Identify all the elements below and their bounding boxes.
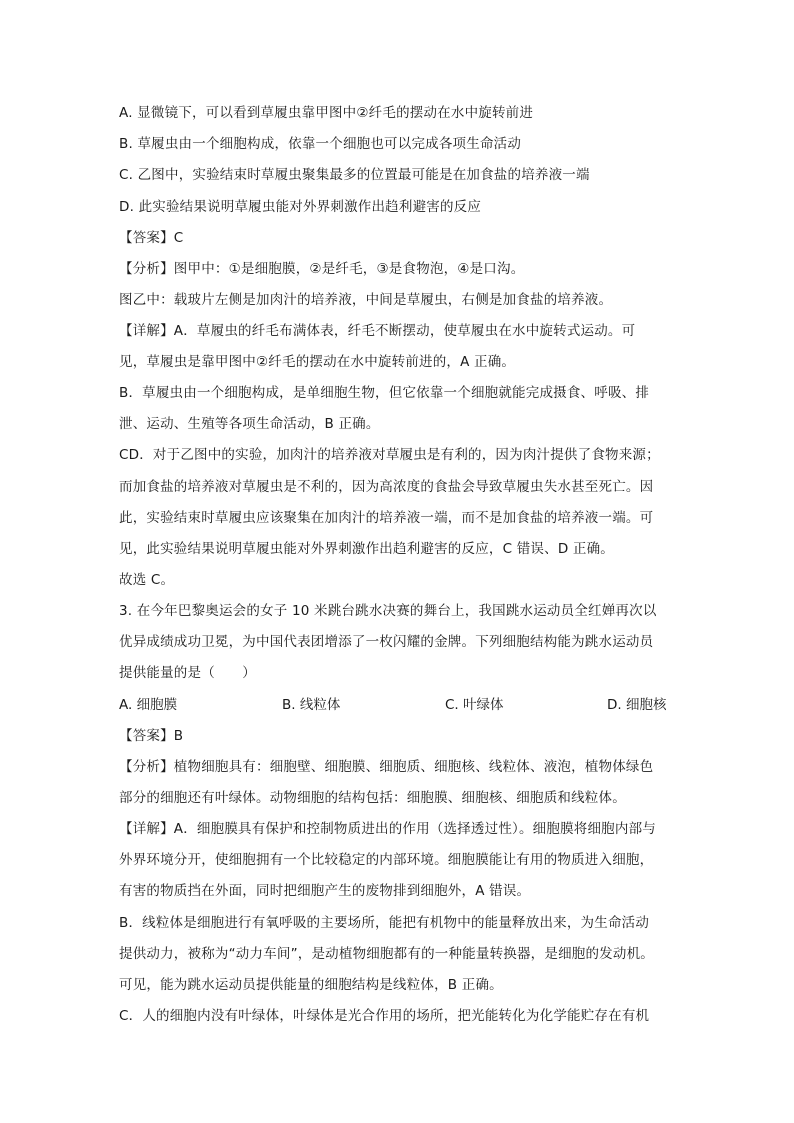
- q3-detail-line: C．人的细胞内没有叶绿体，叶绿体是光合作用的场所，把光能转化为化学能贮存在有机: [119, 1008, 650, 1024]
- q2-option-c: C. 乙图中，实验结束时草履虫聚集最多的位置最可能是在加食盐的培养液一端: [119, 167, 590, 183]
- q2-detail-line: B．草履虫由一个细胞构成，是单细胞生物，但它依靠一个细胞就能完成摄食、呼吸、排: [119, 385, 650, 401]
- q2-conclusion: 故选 C。: [119, 572, 175, 588]
- q3-detail-line: B．线粒体是细胞进行有氧呼吸的主要场所，能把有机物中的能量释放出来，为生命活动: [119, 915, 650, 931]
- q2-detail-line: 见，此实验结果说明草履虫能对外界刺激作出趋利避害的反应，C 错误、D 正确。: [119, 541, 615, 557]
- q2-detail-line: 见，草履虫是靠甲图中②纤毛的摆动在水中旋转前进的，A 正确。: [119, 354, 516, 370]
- q3-detail-line: 有害的物质挡在外面，同时把细胞产生的废物排到细胞外，A 错误。: [119, 883, 531, 899]
- q2-option-d: D. 此实验结果说明草履虫能对外界刺激作出趋利避害的反应: [119, 199, 482, 215]
- q3-stem-line: 提供能量的是（ ）: [119, 665, 256, 681]
- q3-option-c: C. 叶绿体: [445, 697, 504, 713]
- q2-detail-line: CD．对于乙图中的实验，加肉汁的培养液对草履虫是有利的，因为肉汁提供了食物来源；: [119, 447, 660, 463]
- q3-option-b: B. 线粒体: [282, 697, 341, 713]
- q3-detail-line: 外界环境分开，使细胞拥有一个比较稳定的内部环境。细胞膜能让有用的物质进入细胞，: [119, 852, 654, 868]
- q2-analysis-line: 【分析】图甲中：①是细胞膜，②是纤毛，③是食物泡，④是口沟。: [119, 261, 525, 277]
- q2-detail-line: 【详解】A．草履虫的纤毛布满体表，纤毛不断摆动，使草履虫在水中旋转式运动。可: [119, 323, 636, 339]
- q3-option-a: A. 细胞膜: [119, 697, 178, 713]
- q2-detail-line: 泄、运动、生殖等各项生命活动，B 正确。: [119, 416, 380, 432]
- q2-detail-line: 而加食盐的培养液对草履虫是不利的，因为高浓度的食盐会导致草履虫失水甚至死亡。因: [119, 479, 654, 495]
- q3-stem-line: 3. 在今年巴黎奥运会的女子 10 米跳台跳水决赛的舞台上，我国跳水运动员全红婵再次以: [119, 603, 657, 619]
- q3-detail-line: 提供动力，被称为“动力车间”，是动植物细胞都有的一种能量转换器，是细胞的发动机。: [119, 946, 654, 962]
- q3-stem-line: 优异成绩成功卫冕，为中国代表团增添了一枚闪耀的金牌。下列细胞结构能为跳水运动员: [119, 634, 654, 650]
- q3-analysis-line: 部分的细胞还有叶绿体。动物细胞的结构包括：细胞膜、细胞核、细胞质和线粒体。: [119, 790, 626, 806]
- q3-answer: 【答案】B: [119, 728, 184, 744]
- q2-option-a: A. 显微镜下，可以看到草履虫靠甲图中②纤毛的摆动在水中旋转前进: [119, 105, 534, 121]
- q2-option-b: B. 草履虫由一个细胞构成，依靠一个细胞也可以完成各项生命活动: [119, 136, 522, 152]
- q2-answer: 【答案】C: [119, 230, 184, 246]
- q3-analysis-line: 【分析】植物细胞具有：细胞壁、细胞膜、细胞质、细胞核、线粒体、液泡，植物体绿色: [119, 759, 654, 775]
- q2-detail-line: 此，实验结束时草履虫应该聚集在加肉汁的培养液一端，而不是加食盐的培养液一端。可: [119, 510, 654, 526]
- q2-analysis-line: 图乙中：载玻片左侧是加肉汁的培养液，中间是草履虫，右侧是加食盐的培养液。: [119, 292, 613, 308]
- q3-option-d: D. 细胞核: [607, 697, 667, 713]
- q3-detail-line: 可见，能为跳水运动员提供能量的细胞结构是线粒体，B 正确。: [119, 977, 503, 993]
- q3-detail-line: 【详解】A．细胞膜具有保护和控制物质进出的作用（选择透过性）。细胞膜将细胞内部与: [119, 821, 656, 837]
